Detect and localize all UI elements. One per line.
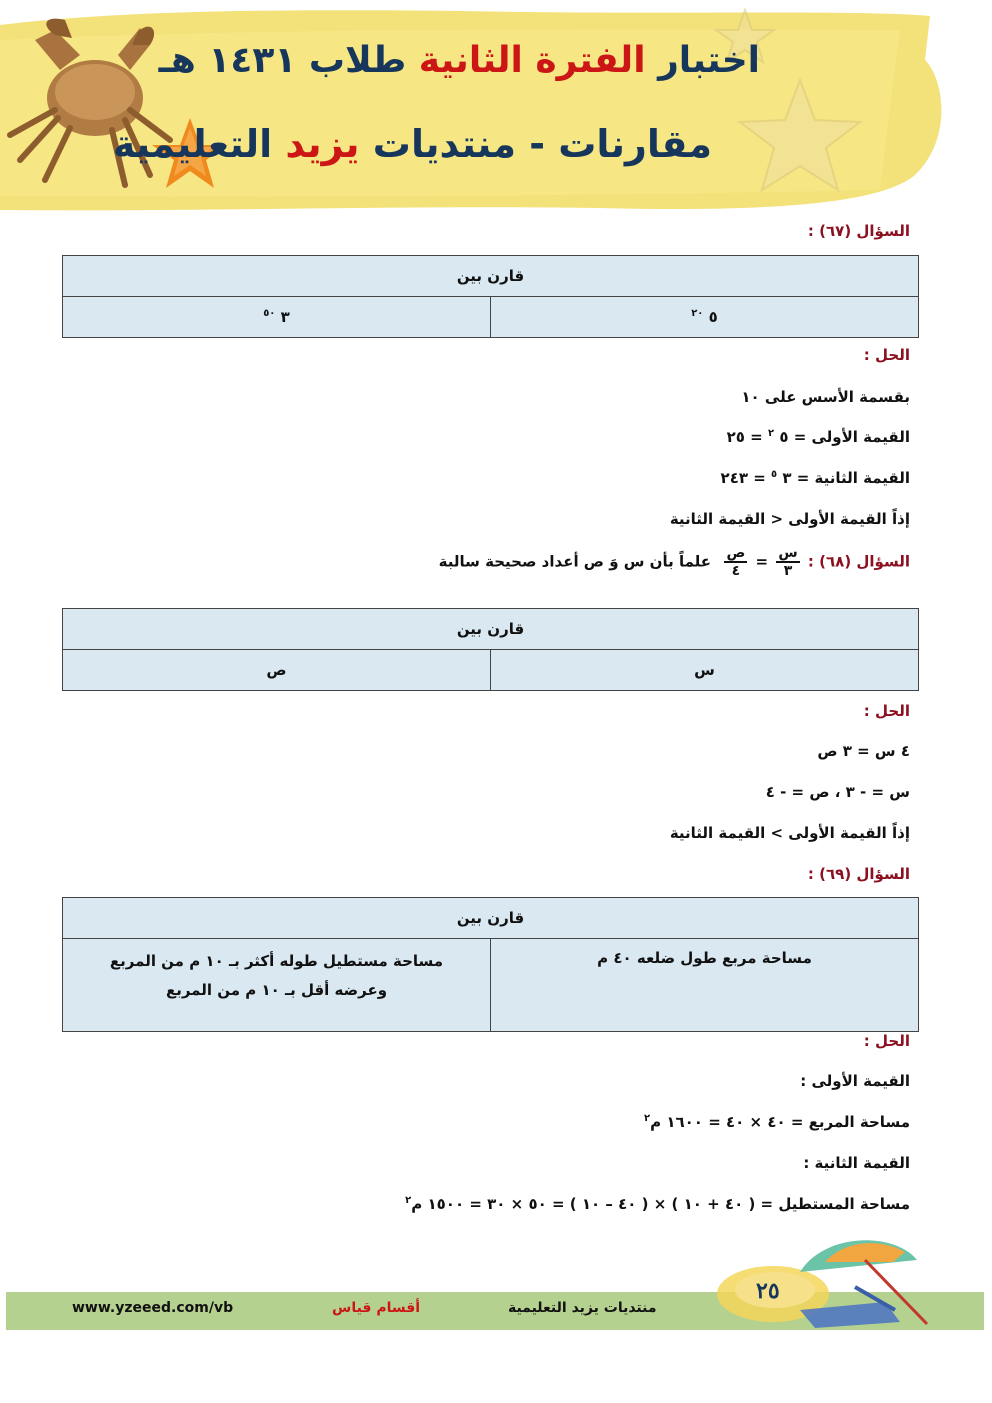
exponent: ٢٠ — [691, 308, 704, 319]
numerator: س — [778, 545, 798, 561]
fraction-y-over-4 — [724, 546, 747, 578]
subtitle-text: مقارنات - منتديات — [359, 122, 712, 166]
solution-step — [405, 1195, 910, 1213]
subtitle-text-end: التعليمية — [112, 122, 286, 166]
solution-step: ٤ س = ٣ ص — [817, 742, 910, 760]
step-text: = ٢٥ — [726, 428, 768, 446]
question-67-label: السؤال (٦٧) : — [807, 222, 910, 240]
footer-url-link[interactable]: www.yzeeed.com/vb — [72, 1300, 234, 1316]
fraction-x-over-3 — [776, 546, 799, 578]
step-text: مساحة المربع = ٤٠ × ٤٠ = ١٦٠٠ م — [650, 1113, 910, 1131]
beach-banner-art — [0, 0, 992, 215]
solution-step: س = - ٣ ، ص = - ٤ — [765, 783, 910, 801]
exponent: ٢ — [767, 428, 775, 439]
solution-step — [721, 469, 910, 487]
beach-umbrella-icon — [705, 1232, 935, 1332]
header-title-line1 — [159, 40, 760, 81]
title-text-end: طلاب ١٤٣١ هـ — [158, 40, 419, 81]
second-quantity: ص — [63, 650, 491, 691]
question-69-label: السؤال (٦٩) : — [807, 865, 910, 883]
solution-label: الحل : — [863, 346, 910, 364]
header-banner — [0, 0, 992, 215]
question-68-label: السؤال (٦٨) : — [807, 552, 910, 571]
first-quantity: س — [491, 650, 919, 691]
step-text: القيمة الأولى = ٥ — [779, 428, 910, 446]
step-text: القيمة الثانية = ٣ — [782, 469, 910, 487]
title-highlight: الفترة الثانية — [418, 40, 646, 81]
question-68-line — [439, 546, 910, 578]
second-value-label: القيمة الثانية : — [803, 1154, 910, 1172]
question-69-table — [62, 897, 919, 1032]
solution-step — [727, 428, 910, 446]
quantity-line: مساحة مستطيل طوله أكثر بـ ١٠ م من المربع — [109, 952, 444, 970]
exponent: ٥ — [771, 469, 778, 480]
numerator: ص — [726, 545, 746, 561]
question-condition: علماً بأن س وَ ص أعداد صحيحة سالبة — [438, 552, 712, 571]
question-68-table — [62, 608, 919, 691]
denominator: ٤ — [731, 563, 741, 579]
first-quantity: مساحة مربع طول ضلعه ٤٠ م — [491, 939, 919, 1032]
base: ٣ — [280, 308, 290, 326]
second-quantity — [63, 297, 491, 338]
solution-label: الحل : — [863, 1032, 910, 1050]
solution-step — [644, 1113, 910, 1131]
first-quantity — [491, 297, 919, 338]
exponent: ٢ — [405, 1195, 412, 1206]
question-67-table — [62, 255, 919, 338]
exponent: ٥٠ — [263, 308, 276, 319]
first-value-label: القيمة الأولى : — [800, 1072, 910, 1090]
solution-step: بقسمة الأسس على ١٠ — [741, 388, 910, 406]
footer-forum-name: منتديات يزيد التعليمية — [508, 1300, 657, 1316]
subtitle-highlight: يزيد — [285, 122, 360, 166]
base: ٥ — [708, 308, 718, 326]
header-title-line2 — [113, 122, 712, 166]
title-text: اختبار — [645, 40, 760, 81]
compare-heading: قارن بين — [63, 898, 919, 939]
solution-conclusion: إذاً القيمة الأولى > القيمة الثانية — [669, 824, 910, 842]
exponent: ٢ — [644, 1113, 651, 1124]
equals-sign: = — [755, 552, 769, 571]
second-quantity — [63, 939, 491, 1032]
quantity-line: وعرضه أقل بـ ١٠ م من المربع — [165, 980, 388, 999]
step-text: = ٢٤٣ — [720, 469, 772, 487]
denominator: ٣ — [783, 563, 793, 579]
step-text: مساحة المستطيل = ( ٤٠ + ١٠ ) × ( ٤٠ – ١٠ ) = ٥٠ × ٣٠ = ١٥٠٠ م — [411, 1195, 910, 1213]
footer-section: أقسام قياس — [332, 1300, 421, 1316]
page-number: ٢٥ — [756, 1278, 780, 1304]
compare-heading: قارن بين — [63, 256, 919, 297]
compare-heading: قارن بين — [63, 609, 919, 650]
solution-conclusion: إذاً القيمة الأولى < القيمة الثانية — [669, 510, 910, 528]
solution-label: الحل : — [863, 702, 910, 720]
